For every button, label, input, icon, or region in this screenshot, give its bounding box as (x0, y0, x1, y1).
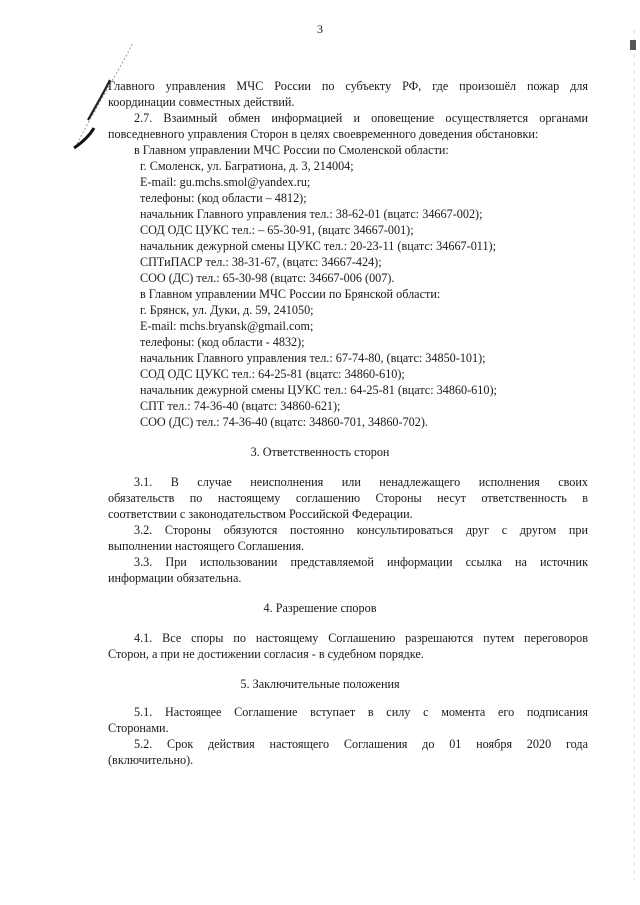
paragraph-3-2-line-1: 3.2. Стороны обязуются постоянно консультироваться друг с другом при (134, 523, 588, 537)
paragraph-3-1-line-3: соответствии с законодательством Российской Федерации. (108, 507, 413, 521)
smolensk-address: г. Смоленск, ул. Багратиона, д. 3, 214004; (140, 159, 354, 173)
smolensk-sod-phone: СОД ОДС ЦУКС тел.: – 65-30-91, (вцатс 34667-001); (140, 223, 414, 237)
bryansk-soo-phone: СОО (ДС) тел.: 74-36-40 (вцатс: 34860-701, 34860-702). (140, 415, 428, 429)
bryansk-phone-code: телефоны: (код области - 4832); (140, 335, 305, 349)
bryansk-chief-phone: начальник Главного управления тел.: 67-74-80, (вцатс: 34850-101); (140, 351, 486, 365)
bryansk-duty-phone: начальник дежурной смены ЦУКС тел.: 64-25-81 (вцатс: 34860-610); (140, 383, 497, 397)
smolensk-soo-phone: СОО (ДС) тел.: 65-30-98 (вцатс: 34667-006 (007). (140, 271, 395, 285)
paragraph-5-1-line-2: Сторонами. (108, 721, 169, 735)
paragraph-2-6-line-1: Главного управления МЧС России по субъекту РФ, где произошёл пожар для (108, 79, 588, 93)
paragraph-4-1-line-1: 4.1. Все споры по настоящему Соглашению разрешаются путем переговоров (134, 631, 588, 645)
paragraph-5-2-line-2: (включительно). (108, 753, 194, 767)
smolensk-duty-phone: начальник дежурной смены ЦУКС тел.: 20-23-11 (вцатс: 34667-011); (140, 239, 496, 253)
paragraph-3-3-line-1: 3.3. При использовании представляемой информации ссылка на источник (134, 555, 588, 569)
bryansk-address: г. Брянск, ул. Дуки, д. 59, 241050; (140, 303, 314, 317)
paragraph-2-7-line-1: 2.7. Взаимный обмен информацией и оповещение осуществляется органами (134, 111, 588, 125)
bryansk-email: E-mail: mchs.bryansk@gmail.com; (140, 319, 314, 333)
smolensk-chief-phone: начальник Главного управления тел.: 38-62-01 (вцатс: 34667-002); (140, 207, 483, 221)
paragraph-3-1-line-1: 3.1. В случае неисполнения или ненадлежащего исполнения своих (134, 475, 588, 489)
smolensk-header: в Главном управлении МЧС России по Смоленской области: (134, 143, 449, 157)
smolensk-spt-phone: СПТиПАСР тел.: 38-31-67, (вцатс: 34667-424); (140, 255, 382, 269)
section-5-title: 5. Заключительные положения (240, 677, 400, 691)
paragraph-5-1-line-1: 5.1. Настоящее Соглашение вступает в силу с момента его подписания (134, 705, 588, 719)
paragraph-4-1-line-2: Сторон, а при не достижении согласия - в судебном порядке. (108, 647, 424, 661)
paragraph-3-3-line-2: информации обязательна. (108, 571, 242, 585)
paragraph-2-7-line-2: повседневного управления Сторон в целях своевременного доведения обстановки: (108, 127, 539, 141)
section-4-title: 4. Разрешение споров (263, 601, 377, 615)
bryansk-sod-phone: СОД ОДС ЦУКС тел.: 64-25-81 (вцатс: 34860-610); (140, 367, 405, 381)
section-3-title: 3. Ответственность сторон (250, 445, 390, 459)
smolensk-phone-code: телефоны: (код области – 4812); (140, 191, 307, 205)
paragraph-3-1-line-2: обязательств по настоящему соглашению Стороны несут ответственность в (108, 491, 588, 505)
paragraph-3-2-line-2: выполнении настоящего Соглашения. (108, 539, 305, 553)
paragraph-2-6-line-2: координации совместных действий. (108, 95, 295, 109)
bryansk-header: в Главном управлении МЧС России по Брянской области: (140, 287, 441, 301)
smolensk-email: E-mail: gu.mchs.smol@yandex.ru; (140, 175, 311, 189)
page-number: 3 (317, 22, 323, 36)
bryansk-spt-phone: СПТ тел.: 74-36-40 (вцатс: 34860-621); (140, 399, 341, 413)
paragraph-5-2-line-1: 5.2. Срок действия настоящего Соглашения до 01 ноября 2020 года (134, 737, 588, 751)
